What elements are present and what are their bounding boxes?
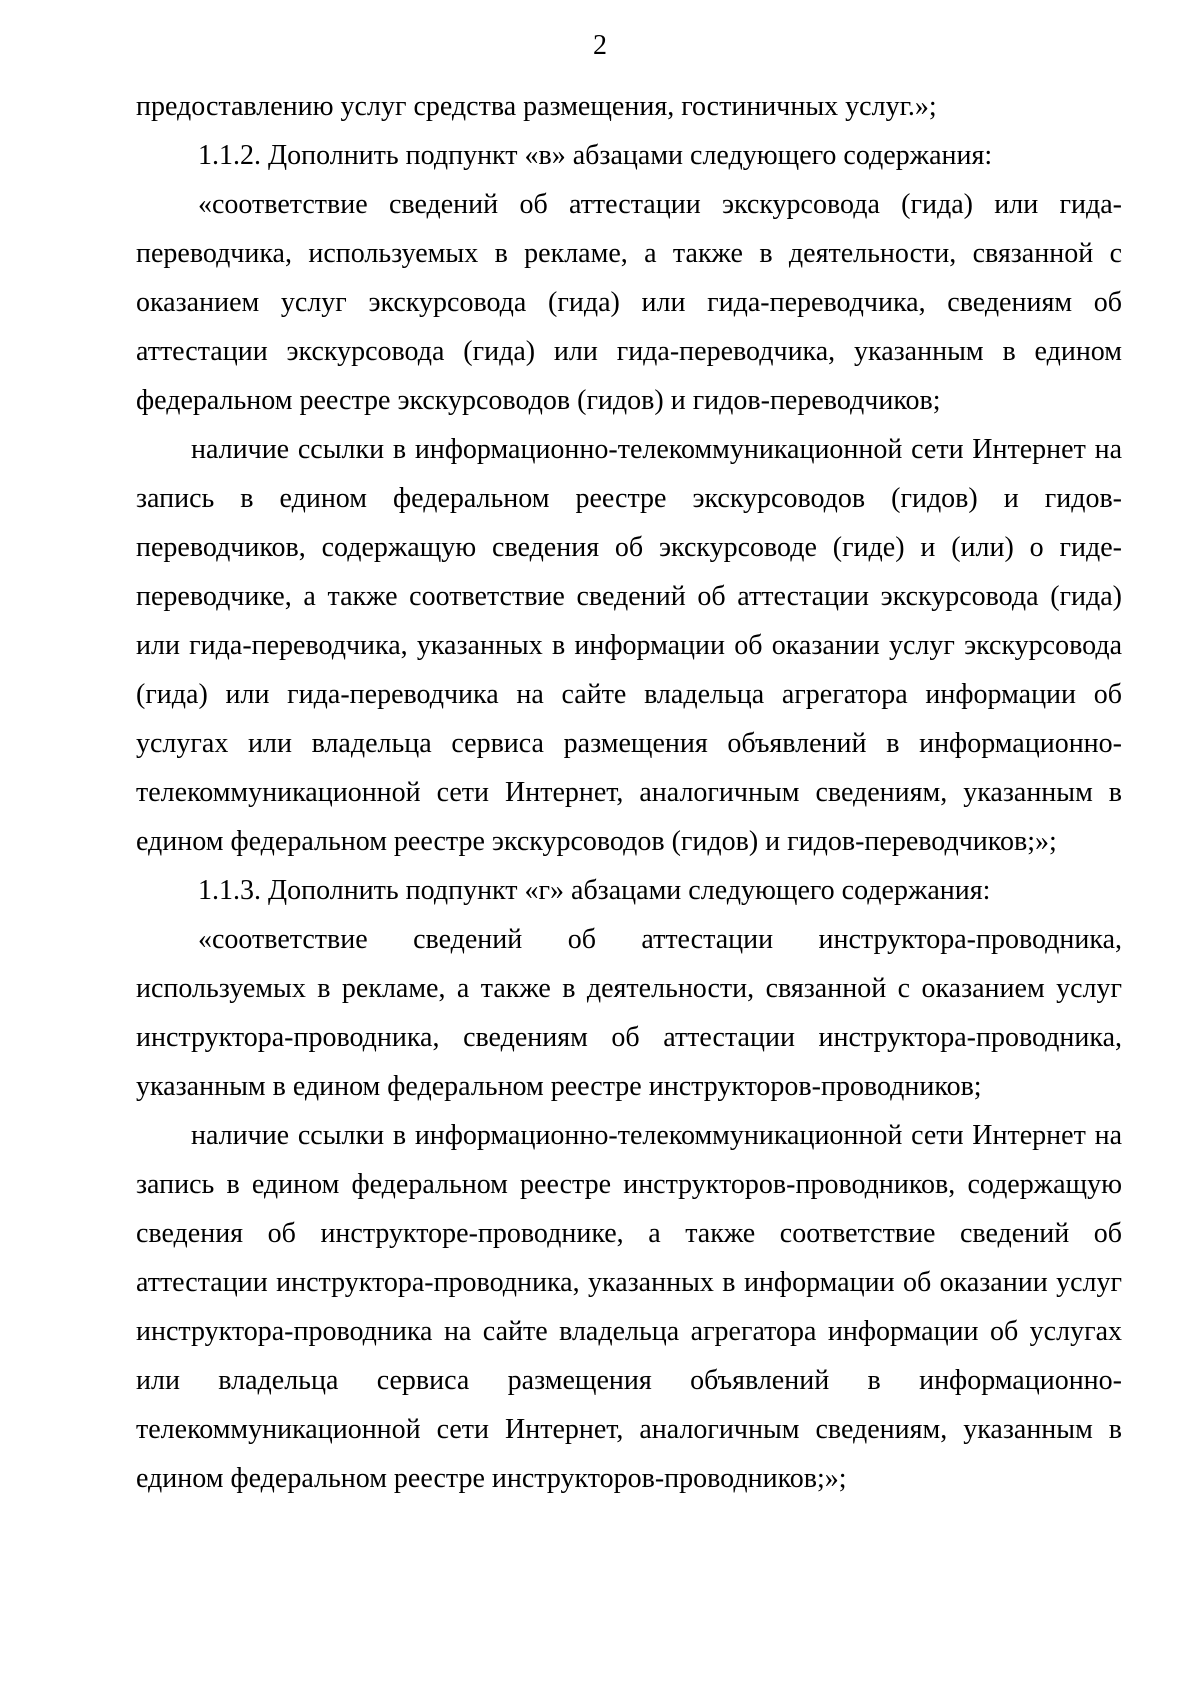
paragraph-instructor-attestation: «соответствие сведений об аттестации инструктора-проводника, используемых в рекламе, а также в деятельности, связанной с оказанием услуг инструктора-проводника, сведениям об аттестации инструктора-проводника, указанным в едином федеральном реестре инструкторов-проводников;: [136, 924, 1122, 1102]
document-body: [136, 82, 1122, 1503]
paragraph-instructor-registry-link: наличие ссылки в информационно-телекоммуникационной сети Интернет на запись в едином федеральном реестре инструкторов-проводников, содержащую сведения об инструкторе-проводнике, а также соответствие сведений об аттестации инструктора-проводника, указанных в информации об оказании услуг инструктора-проводника на сайте владельца агрегатора информации об услугах или владельца сервиса размещения объявлений в информационно-телекоммуникационной сети Интернет, аналогичным сведениям, указанным в едином федеральном реестре инструкторов-проводников;»;: [136, 1120, 1122, 1494]
paragraph-continuation: предоставлению услуг средства размещения, гостиничных услуг.»;: [136, 91, 937, 122]
page-number: 2: [593, 30, 607, 61]
paragraph-guide-registry-link: наличие ссылки в информационно-телекоммуникационной сети Интернет на запись в едином федеральном реестре экскурсоводов (гидов) и гидов-переводчиков, содержащую сведения об экскурсоводе (гиде) и (или) о гиде-переводчике, а также соответствие сведений об аттестации экскурсовода (гида) или гида-переводчика, указанных в информации об оказании услуг экскурсовода (гида) или гида-переводчика на сайте владельца агрегатора информации об услугах или владельца сервиса размещения объявлений в информационно-телекоммуникационной сети Интернет, аналогичным сведениям, указанным в едином федеральном реестре экскурсоводов (гидов) и гидов-переводчиков;»;: [136, 434, 1122, 857]
paragraph-clause-1-1-3: 1.1.3. Дополнить подпункт «г» абзацами следующего содержания:: [198, 875, 991, 906]
paragraph-clause-1-1-2: 1.1.2. Дополнить подпункт «в» абзацами следующего содержания:: [198, 140, 993, 171]
paragraph-guide-attestation: «соответствие сведений об аттестации экскурсовода (гида) или гида-переводчика, используемых в рекламе, а также в деятельности, связанной с оказанием услуг экскурсовода (гида) или гида-переводчика, сведениям об аттестации экскурсовода (гида) или гида-переводчика, указанным в едином федеральном реестре экскурсоводов (гидов) и гидов-переводчиков;: [136, 189, 1122, 416]
